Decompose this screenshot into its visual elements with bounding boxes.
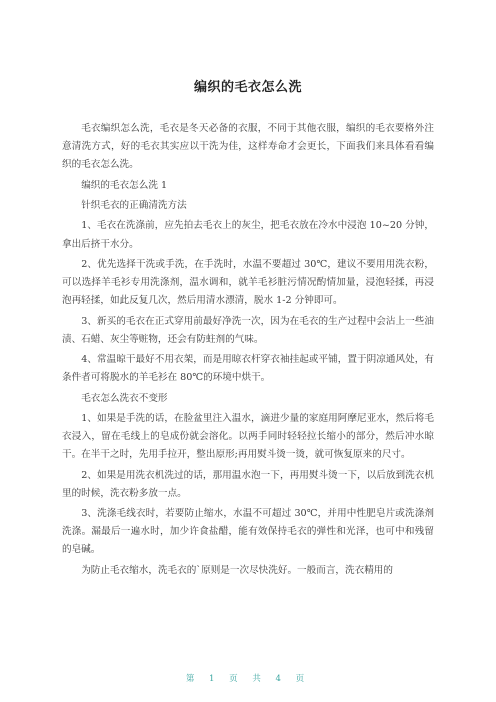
document-body: [62, 120, 434, 582]
section-heading: 编织的毛衣怎么洗 1: [81, 179, 168, 191]
paragraph-step-4: 4、常温晾干最好不用衣架，而是用晾衣杆穿衣袖挂起或平铺，置于阴凉通风处，有条件者可将脱水的羊毛衫在 80℃的环境中烘干。: [62, 354, 434, 384]
paragraph-tip-1: 1、如果是手洗的话，在脸盆里注入温水，滴进少量的家庭用阿摩尼亚水，然后将毛衣浸入，留在毛线上的皂成份就会溶化。以两手同时轻轻拉长缩小的部分，然后冲水晾干。在半干之时，先用手拉开，整出原形;再用熨斗烫一烫，就可恢复原来的尺寸。: [62, 412, 434, 461]
page-footer: 第 1 页 共 4 页: [185, 674, 311, 684]
paragraph-step-3: 3、新买的毛衣在正式穿用前最好净洗一次，因为在毛衣的生产过程中会沾上一些油渍、石蜡、灰尘等赃物，还会有防蛀剂的气味。: [62, 315, 434, 345]
paragraph-step-1: 1、毛衣在洗涤前，应先拍去毛衣上的灰尘，把毛衣放在冷水中浸泡 10~20 分钟，拿出后挤干水分。: [62, 220, 434, 250]
document-title: 编织的毛衣怎么洗: [193, 80, 302, 95]
paragraph-tip-3: 3、洗涤毛线衣时，若要防止缩水，水温不可超过 30℃，并用中性肥皂片或洗涤剂洗涤。漏最后一遍水时，加少许食盐醋，能有效保持毛衣的弹性和光泽，也可中和残留的皂碱。: [62, 508, 434, 556]
paragraph-closing: 为防止毛衣缩水，洗毛衣的`原则是一次尽快洗好。一般而言，洗衣精用的: [81, 564, 393, 576]
paragraph-step-2: 2、优先选择干洗或手洗，在手洗时，水温不要超过 30℃，建议不要用用洗衣粉，可以选择羊毛衫专用洗涤剂，温水调和，就羊毛衫脏污情况酌情加量，浸泡轻揉，再浸泡再轻揉，如此反复几次，然后用清水漂清，脱水 1-2 分钟即可。: [62, 258, 434, 307]
subsection-heading: 针织毛衣的正确清洗方法: [81, 200, 187, 211]
paragraph-tip-2: 2、如果是用洗衣机洗过的话，那用温水泡一下，再用熨斗烫一下，以后放到洗衣机里的时候，洗衣粉多放一点。: [62, 469, 434, 499]
subsection-heading: 毛衣怎么洗衣不变形: [81, 392, 168, 404]
paragraph-intro: 毛衣编织怎么洗，毛衣是冬天必备的衣服，不同于其他衣服，编织的毛衣要格外注意清洗方式，好的毛衣其实应以干洗为佳，这样寿命才会更长，下面我们来具体看看编织的毛衣怎么洗。: [62, 123, 434, 171]
